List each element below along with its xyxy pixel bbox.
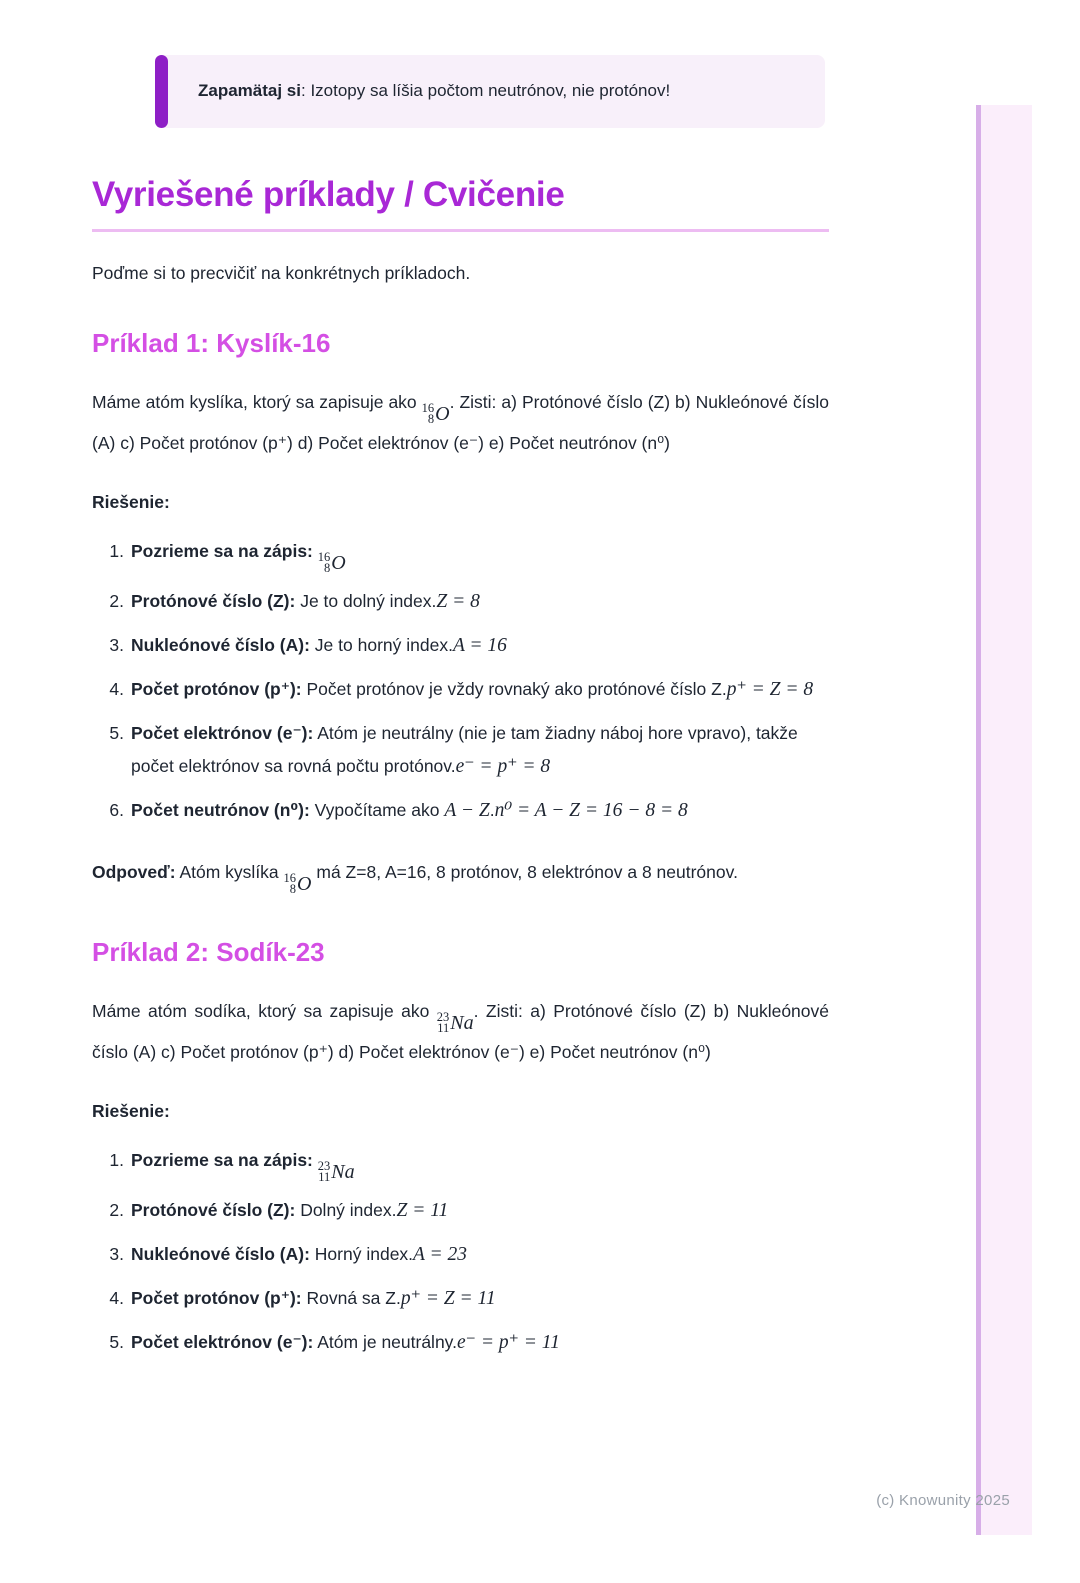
step-text: Horný index. [314, 1244, 414, 1265]
callout-accent-bar [155, 55, 168, 128]
atomic-number: 8 [324, 561, 331, 576]
step-formula: e⁻ = p⁺ = 8 [455, 756, 551, 778]
step-label: Protónové číslo (Z): [131, 591, 296, 612]
mass-number: 16 [283, 871, 297, 886]
solution-step [100, 673, 829, 706]
step-label: Protónové číslo (Z): [131, 1200, 296, 1221]
element-symbol: O [297, 873, 312, 896]
element-symbol: Na [450, 1012, 474, 1035]
step-text: Rovná sa Z. [306, 1288, 401, 1309]
step-number: 1. [109, 1150, 124, 1171]
solution-step [100, 717, 829, 783]
step-number: 4. [109, 679, 124, 700]
step-formula: e⁻ = p⁺ = 11 [457, 1332, 560, 1354]
step-number: 6. [109, 800, 124, 821]
solution-step [100, 535, 829, 574]
step-number: 2. [109, 1200, 124, 1221]
step-text: Je to horný index. [314, 635, 453, 656]
step-label: Pozrieme sa na zápis: [131, 1150, 313, 1171]
step-number: 3. [109, 1244, 124, 1265]
example1-steps [92, 535, 829, 827]
step-label: Počet protónov (p⁺): [131, 679, 302, 700]
solution-step [100, 794, 829, 827]
solution-step [100, 1238, 829, 1271]
solution-step [100, 585, 829, 618]
nuclide-sodium-23 [318, 1161, 355, 1183]
step-formula: p⁺ = Z = 11 [400, 1288, 496, 1310]
step-number: 5. [109, 1332, 124, 1353]
step-number: 4. [109, 1288, 124, 1309]
copyright-watermark: (c) Knowunity 2025 [876, 1492, 1010, 1509]
example1-answer [92, 851, 829, 895]
example1-problem [92, 384, 829, 462]
step-number: 5. [109, 723, 124, 744]
atomic-number: 11 [318, 1170, 331, 1185]
example2-solution-label: Riešenie: [92, 1101, 170, 1122]
callout-text [168, 55, 700, 128]
step-label: Nukleónové číslo (A): [131, 635, 310, 656]
callout-note [155, 55, 825, 128]
answer-label: Odpoveď: [92, 862, 176, 883]
step-label: Počet protónov (p⁺): [131, 1288, 302, 1309]
step-number: 1. [109, 541, 124, 562]
step-text: . [489, 800, 495, 821]
step-number: 3. [109, 635, 124, 656]
step-text: Počet protónov je vždy rovnaký ako protónové číslo Z. [306, 679, 727, 700]
document-body [0, 174, 829, 1360]
example2-steps [92, 1144, 829, 1359]
title-divider [92, 229, 829, 232]
step-text: Vypočítame ako [314, 800, 445, 821]
step-label: Počet elektrónov (e⁻): [131, 1332, 314, 1353]
atomic-number: 8 [289, 882, 297, 897]
step-formula: Z = 8 [436, 591, 480, 613]
step-label: Počet elektrónov (e⁻): [131, 723, 314, 744]
element-symbol: O [331, 552, 346, 575]
problem-text-pre: Máme atóm sodíka, ktorý sa zapisuje ako [92, 1001, 430, 1022]
callout-message: : Izotopy sa líšia počtom neutrónov, nie protónov! [301, 81, 671, 100]
example1-solution-label: Riešenie: [92, 492, 170, 513]
callout-label: Zapamätaj si [198, 81, 301, 100]
step-formula: n⁰ = A − Z = 16 − 8 = 8 [494, 800, 688, 822]
atomic-number: 8 [427, 412, 435, 427]
example1-title: Príklad 1: Kyslík-16 [92, 327, 331, 358]
step-formula: A = 16 [452, 635, 507, 657]
nuclide-sodium-23 [437, 1012, 474, 1034]
problem-text-post: . Zisti: a) Protónové číslo (Z) b) Nukleónové číslo (A) c) Počet protónov (p⁺) d) Počet elektrónov (e⁻) e) Počet neutrónov (n⁰) [92, 392, 830, 454]
step-text: Atóm je neutrálny (nie je tam žiadny náboj hore vpravo), takže počet elektrónov sa rovná počtu protónov. [131, 723, 798, 777]
step-label: Počet neutrónov (n⁰): [131, 800, 310, 821]
step-formula: Z = 11 [396, 1200, 449, 1222]
mass-number: 23 [317, 1159, 331, 1174]
mass-number: 16 [421, 401, 435, 416]
right-margin-panel [976, 105, 1032, 1535]
nuclide-oxygen-16 [284, 873, 312, 895]
step-formula: p⁺ = Z = 8 [726, 679, 814, 701]
atomic-number: 11 [437, 1021, 450, 1036]
step-label: Pozrieme sa na zápis: [131, 541, 313, 562]
example2-title: Príklad 2: Sodík-23 [92, 937, 325, 968]
nuclide-oxygen-16 [318, 552, 346, 574]
intro-paragraph: Poďme si to precvičiť na konkrétnych príkladoch. [92, 262, 471, 283]
element-symbol: O [435, 403, 450, 426]
page-title: Vyriešené príklady / Cvičenie [92, 174, 565, 214]
step-number: 2. [109, 591, 124, 612]
step-formula: A − Z [444, 800, 490, 822]
solution-step [100, 1194, 829, 1227]
answer-text-pre: Atóm kyslíka [179, 862, 279, 883]
answer-text-post: má Z=8, A=16, 8 protónov, 8 elektrónov a 8 neutrónov. [316, 862, 738, 883]
step-label: Nukleónové číslo (A): [131, 1244, 310, 1265]
problem-text-post: . Zisti: a) Protónové číslo (Z) b) Nukleónové číslo (A) c) Počet protónov (p⁺) d) Počet elektrónov (e⁻) e) Počet neutrónov (n⁰) [92, 1001, 829, 1063]
solution-step [100, 1282, 829, 1315]
nuclide-oxygen-16 [422, 403, 450, 425]
step-text: Dolný index. [300, 1200, 397, 1221]
step-formula: A = 23 [413, 1244, 468, 1266]
solution-step [100, 1326, 829, 1359]
step-text: Je to dolný index. [300, 591, 437, 612]
solution-step [100, 629, 829, 662]
mass-number: 23 [436, 1010, 450, 1025]
element-symbol: Na [331, 1161, 355, 1184]
solution-step [100, 1144, 829, 1183]
step-text: Atóm je neutrálny. [317, 1332, 457, 1353]
problem-text-pre: Máme atóm kyslíka, ktorý sa zapisuje ako [92, 392, 417, 413]
mass-number: 16 [317, 550, 331, 565]
example2-problem [92, 993, 829, 1071]
